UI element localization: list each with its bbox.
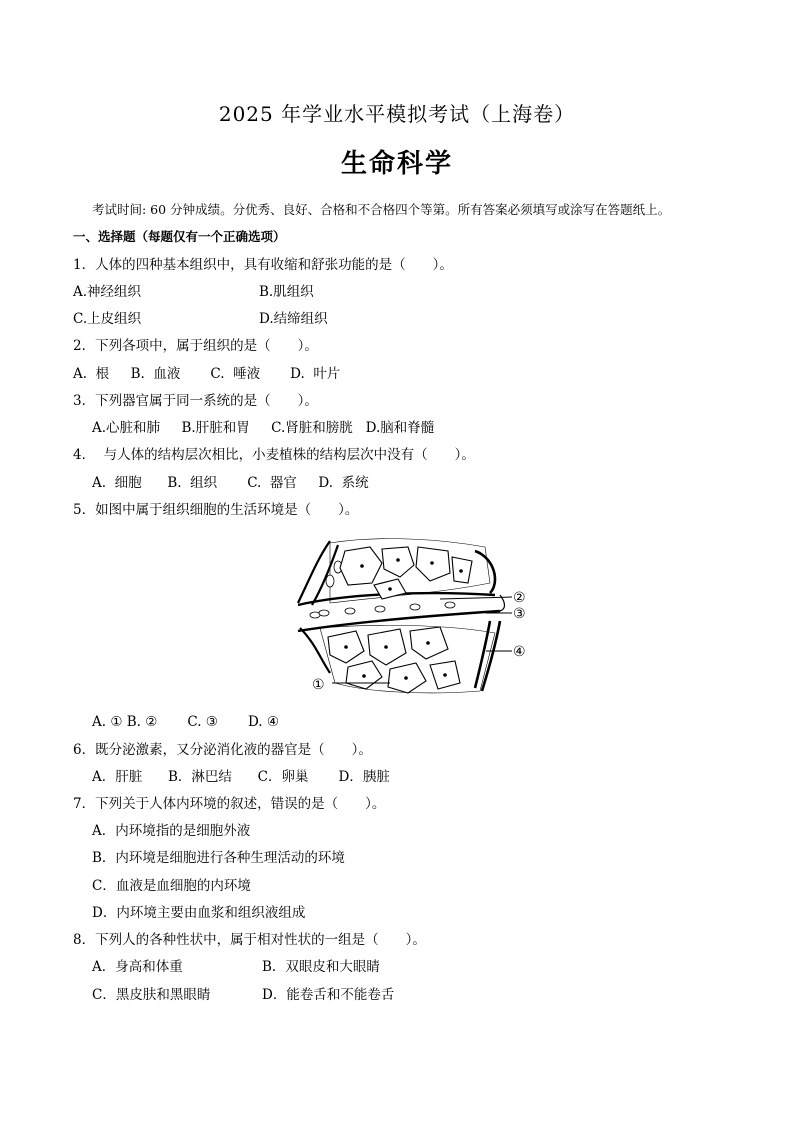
q2-options: A. 根 B. 血液 C. 唾液 D. 叶片 [73,366,341,382]
label-2: ② [513,590,526,606]
label-3: ③ [513,606,526,622]
q7-option-c: C．血液是血细胞的内环境 [92,878,251,894]
question-4-stem: 4． 与人体的结构层次相比，小麦植株的结构层次中没有（ ）。 [73,447,475,463]
exam-instructions: 考试时间: 60 分钟成绩。分优秀、良好、合格和不合格四个等第。所有答案必须填写或涂写在答题纸上。 [92,202,671,217]
q5-options: A. ① B. ② C. ③ D. ④ [92,714,279,730]
section-heading: 一、选择题（每题仅有一个正确选项） [73,229,286,244]
q7-option-a: A．内环境指的是细胞外液 [92,823,251,839]
q1-option-c: C.上皮组织 [73,311,142,327]
q7-option-b: B．内环境是细胞进行各种生理活动的环境 [92,850,345,866]
question-7-stem: 7．下列关于人体内环境的叙述，错误的是（ ）。 [73,796,386,812]
question-1-stem: 1．人体的四种基本组织中，具有收缩和舒张功能的是（ ）。 [73,257,453,273]
q8-option-b: B．双眼皮和大眼睛 [262,959,380,975]
question-3-stem: 3．下列器官属于同一系统的是（ ）。 [73,393,318,409]
label-4: ④ [513,644,526,660]
exam-title: 2025 年学业水平模拟考试（上海卷） [218,102,576,126]
q4-options: A. 细胞 B. 组织 C. 器官 D. 系统 [92,475,369,491]
q1-option-d: D.结缔组织 [259,311,328,327]
q1-option-a: A.神经组织 [73,284,142,300]
question-5-stem: 5．如图中属于组织细胞的生活环境是（ ）。 [73,502,359,518]
question-6-stem: 6．既分泌激素，又分泌消化液的器官是（ ）。 [73,742,372,758]
q7-option-d: D．内环境主要由血浆和组织液组成 [92,905,306,921]
label-1: ① [312,677,325,693]
q6-options: A．肝脏 B．淋巴结 C．卵巢 D．胰脏 [92,769,390,785]
question-2-stem: 2．下列各项中，属于组织的是（ ）。 [73,338,318,354]
q8-option-a: A．身高和体重 [92,959,183,975]
q3-options: A.心脏和肺 B.肝脏和胃 C.肾脏和膀胱 D.脑和脊髓 [92,420,435,436]
q8-option-d: D．能卷舌和不能卷舌 [262,987,395,1003]
q8-option-c: C．黑皮肤和黑眼睛 [92,987,211,1003]
q1-option-b: B.肌组织 [259,284,314,300]
question-8-stem: 8．下列人的各种性状中，属于相对性状的一组是（ ）。 [73,932,426,948]
tissue-diagram [290,533,540,698]
subject-title: 生命科学 [340,149,453,179]
